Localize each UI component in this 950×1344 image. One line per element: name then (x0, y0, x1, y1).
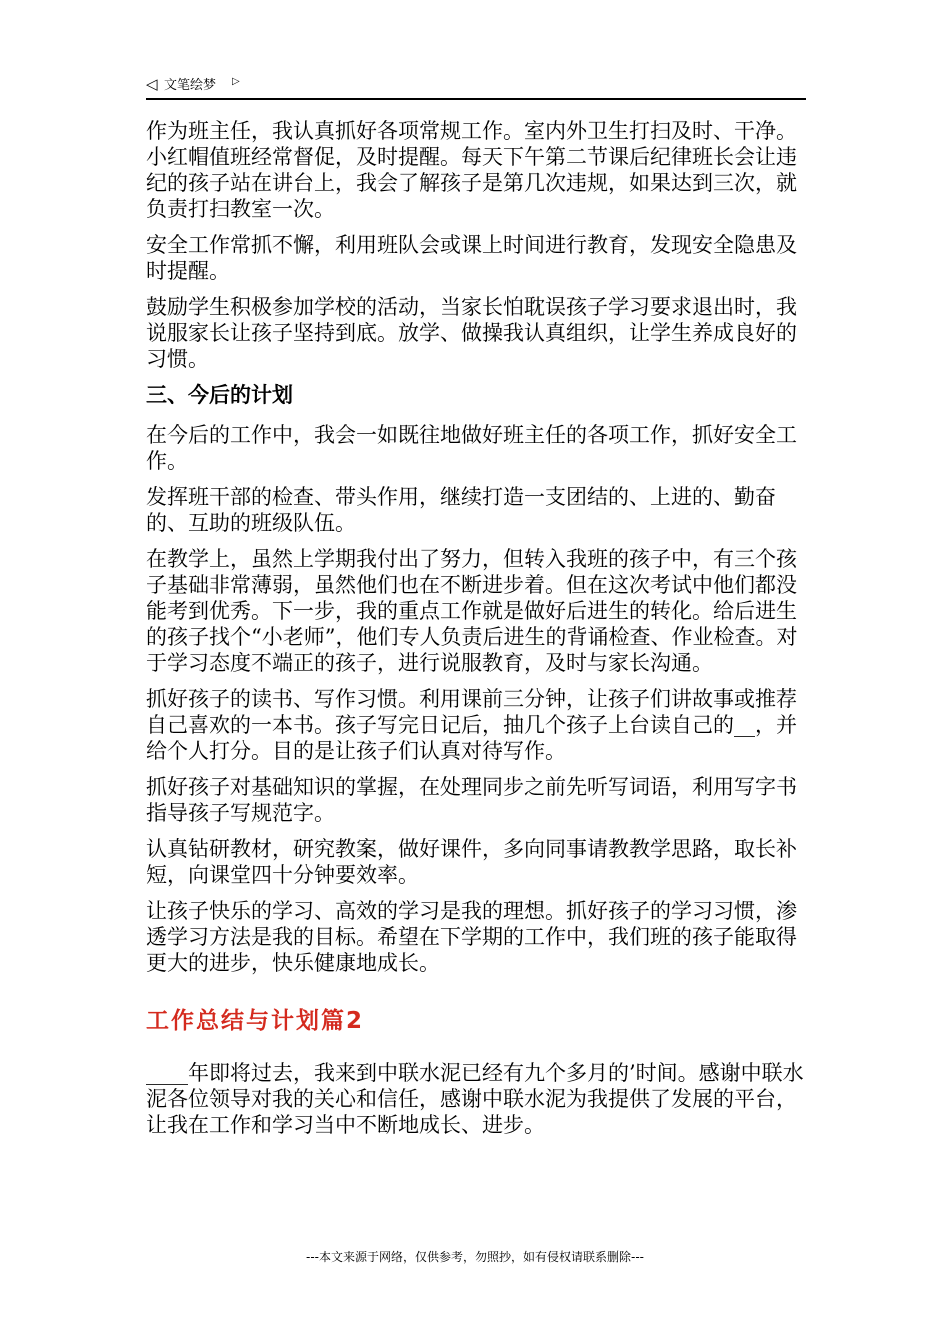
header-brand: 文笔绘梦 (164, 78, 217, 93)
paragraph-plan-5: 抓好孩子对基础知识的掌握，在处理同步之前先听写词语，利用写字书指导孩子写规范字。 (146, 775, 797, 825)
paragraph-plan-7: 让孩子快乐的学习、高效的学习是我的理想。抓好孩子的学习习惯，渗透学习方法是我的目标。希望在下学期的工作中，我们班的孩子能取得更大的进步，快乐健康地成长。 (146, 899, 797, 975)
paragraph-safety: 安全工作常抓不懈，利用班队会或课上时间进行教育，发现安全隐患及时提醒。 (146, 233, 797, 283)
triangle-left-icon: ◁ (146, 75, 158, 93)
article-2-title: 工作总结与计划篇2 (146, 1008, 365, 1034)
paragraph-activities: 鼓励学生积极参加学校的活动，当家长怕耽误孩子学习要求退出时，我说服家长让孩子坚持到底。放学、做操我认真组织，让学生养成良好的习惯。 (146, 295, 797, 371)
document-body (146, 118, 810, 1148)
paragraph-plan-4: 抓好孩子的读书、写作习惯。利用课前三分钟，让孩子们讲故事或推荐自己喜欢的一本书。孩子写完日记后，抽几个孩子上台读自己的__，并给个人打分。目的是让孩子们认真对待写作。 (146, 687, 797, 763)
paragraph-routine-work: 作为班主任，我认真抓好各项常规工作。室内外卫生打扫及时、干净。小红帽值班经常督促，及时提醒。每天下午第二节课后纪律班长会让违纪的孩子站在讲台上，我会了解孩子是第几次违规，如果达到三次，就负责打扫教室一次。 (146, 119, 797, 221)
page-header (146, 74, 806, 100)
paragraph-plan-3: 在教学上，虽然上学期我付出了努力，但转入我班的孩子中，有三个孩子基础非常薄弱，虽然他们也在不断进步着。但在这次考试中他们都没能考到优秀。下一步，我的重点工作就是做好后进生的转化。给后进生的孩子找个“小老师”，他们专人负责后进生的背诵检查、作业检查。对于学习态度不端正的孩子，进行说服教育，及时与家长沟通。 (146, 547, 798, 675)
paragraph-plan-2: 发挥班干部的检查、带头作用，继续打造一支团结的、上进的、勤奋的、互助的班级队伍。 (146, 485, 776, 535)
section-heading-future-plan: 三、今后的计划 (146, 383, 293, 407)
triangle-right-icon: ▷ (232, 76, 240, 87)
paragraph-plan-1: 在今后的工作中，我会一如既往地做好班主任的各项工作，抓好安全工作。 (146, 423, 797, 473)
paragraph-plan-6: 认真钻研教材，研究教案，做好课件，多向同事请教教学思路，取长补短，向课堂四十分钟要效率。 (146, 837, 797, 887)
footer-disclaimer: ---本文来源于网络，仅供参考，勿照抄，如有侵权请联系删除--- (306, 1250, 644, 1264)
paragraph-article2-intro: ____年即将过去，我来到中联水泥已经有九个多月的’时间。感谢中联水泥各位领导对我的关心和信任，感谢中联水泥为我提供了发展的平台，让我在工作和学习当中不断地成长、进步。 (146, 1061, 804, 1137)
